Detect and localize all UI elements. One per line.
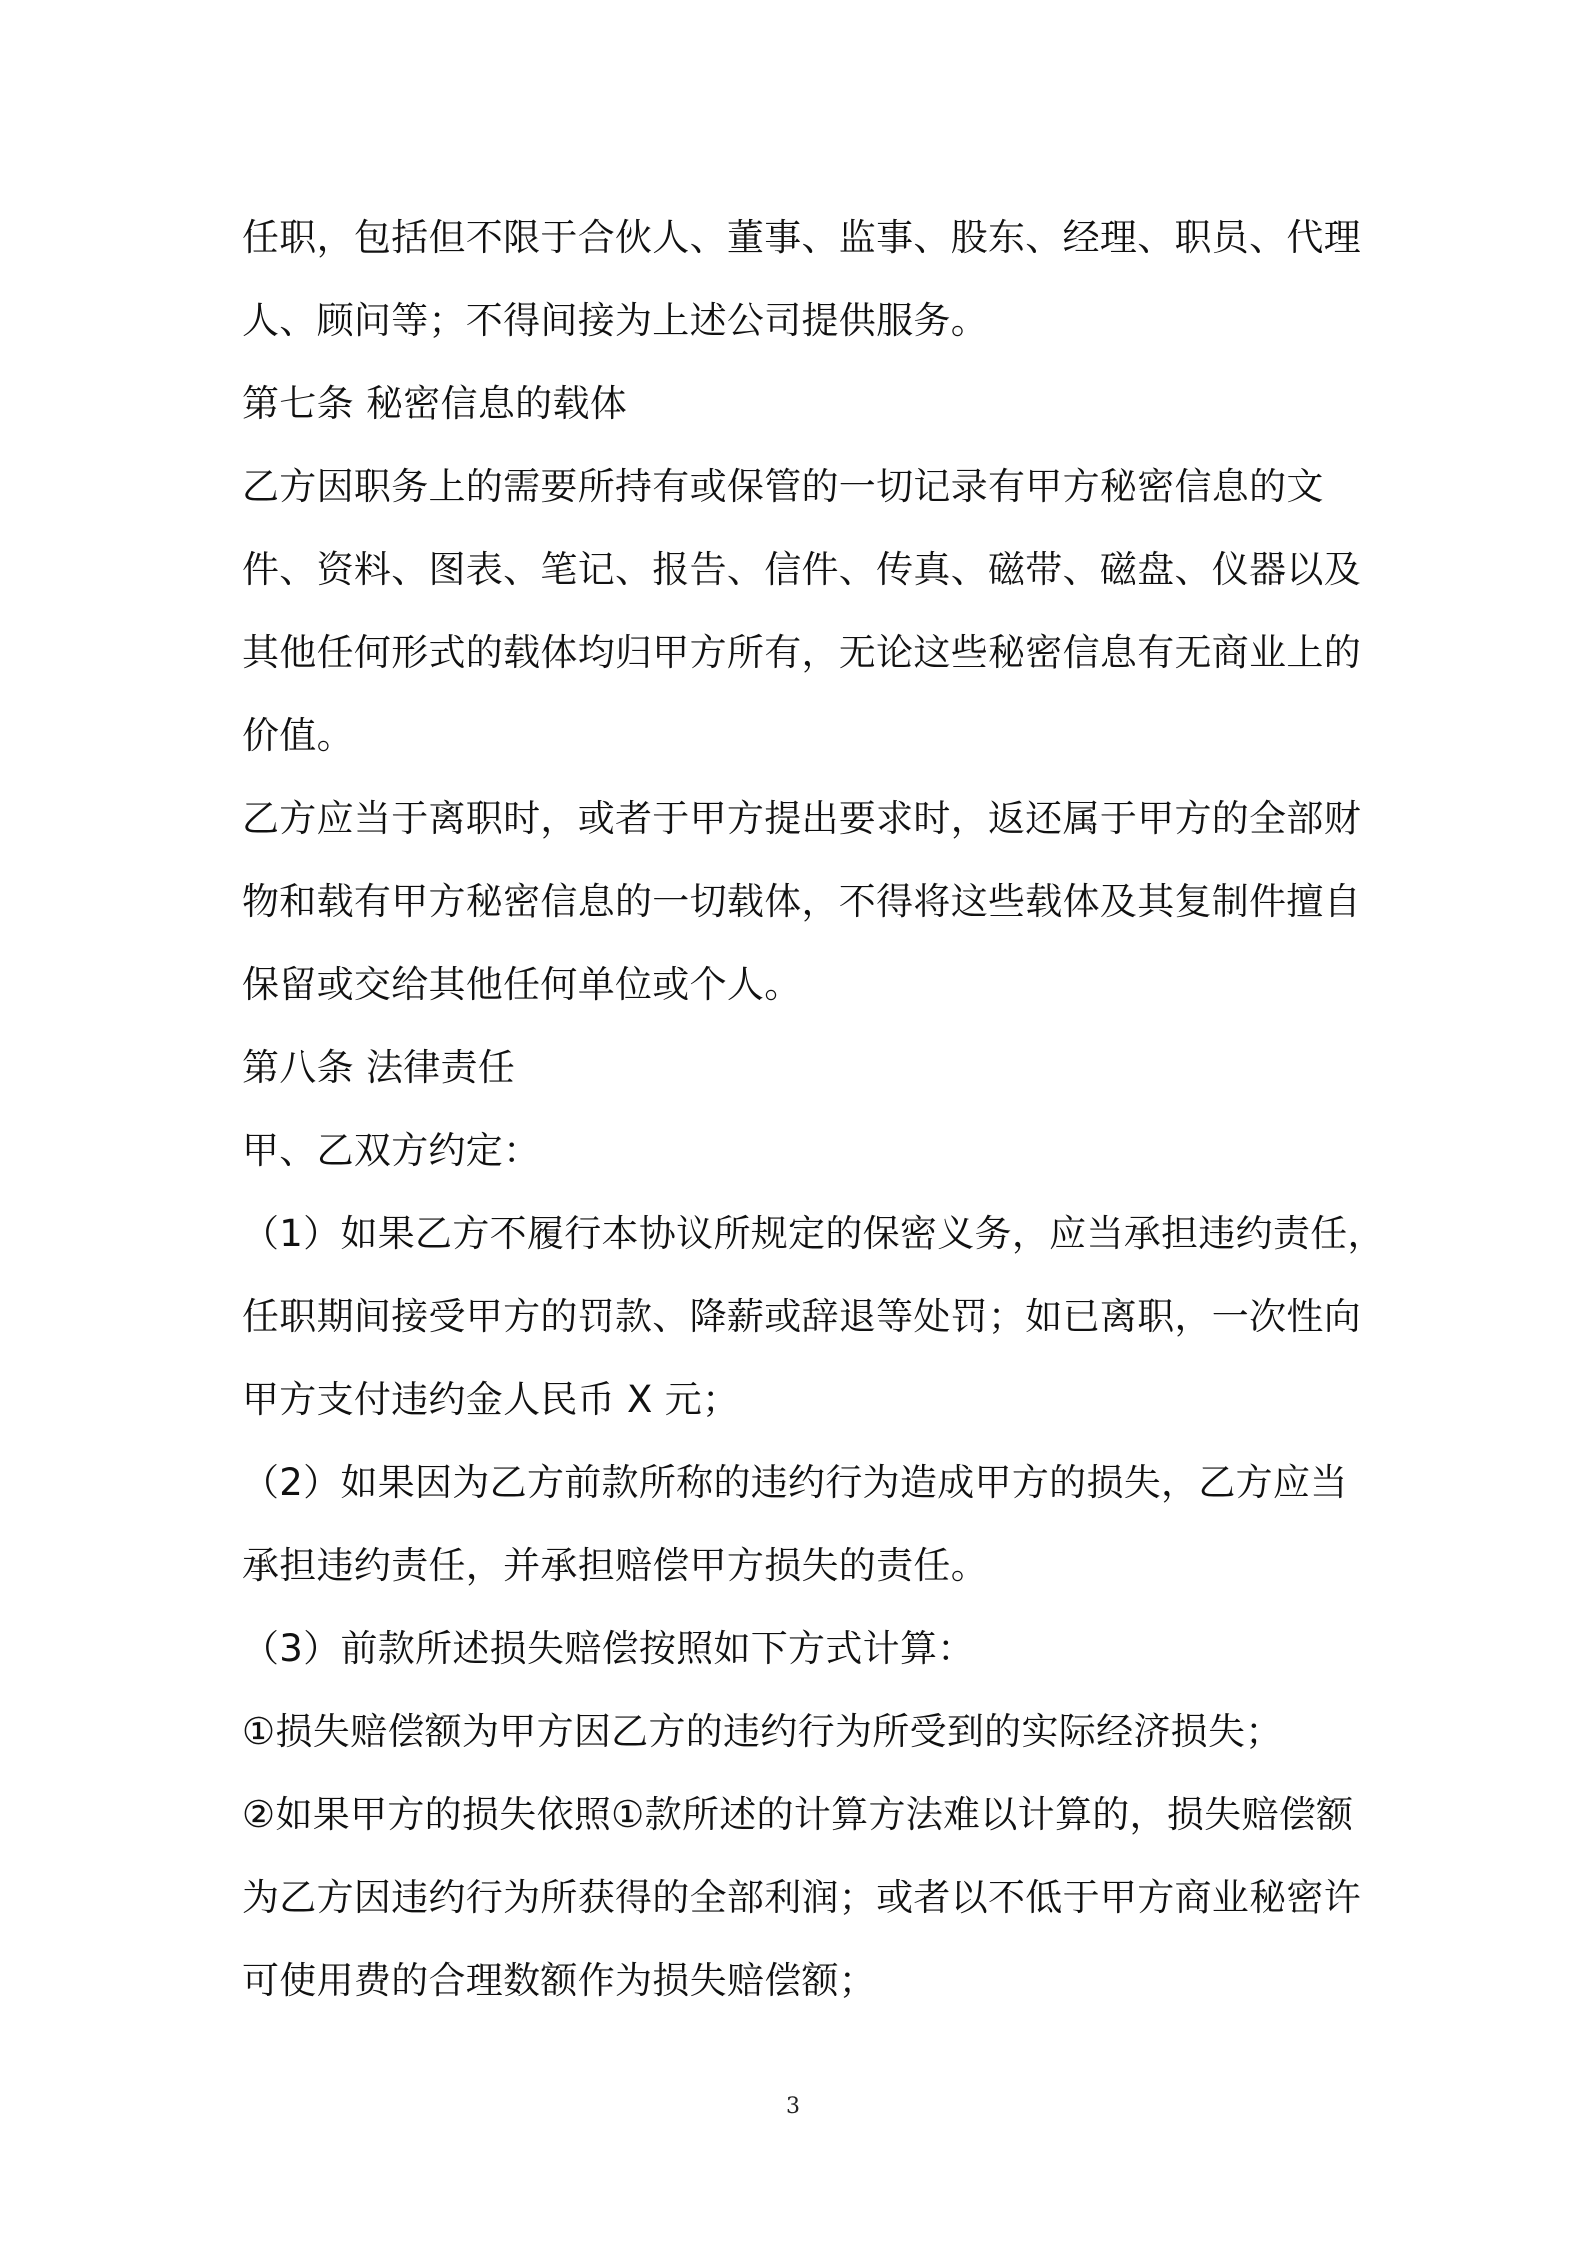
clause-line: （3）前款所述损失赔偿按照如下方式计算：: [242, 1627, 975, 1670]
text-line: 保留或交给其他任何单位或个人。: [242, 963, 802, 1006]
subclause-line: ②如果甲方的损失依照①款所述的计算方法难以计算的，损失赔偿额: [242, 1793, 1354, 1836]
clause-line: （2）如果因为乙方前款所称的违约行为造成甲方的损失，乙方应当: [242, 1461, 1348, 1504]
text-line: 乙方因职务上的需要所持有或保管的一切记录有甲方秘密信息的文: [242, 465, 1324, 508]
text-line: 甲方支付违约金人民币 X 元；: [242, 1378, 740, 1421]
text-line: 任职，包括但不限于合伙人、董事、监事、股东、经理、职员、代理: [242, 216, 1361, 259]
page-number: 3: [786, 2094, 800, 2119]
text-line: 承担违约责任，并承担赔偿甲方损失的责任。: [242, 1544, 988, 1587]
text-line: 任职期间接受甲方的罚款、降薪或辞退等处罚；如已离职，一次性向: [242, 1295, 1361, 1338]
subclause-line: ①损失赔偿额为甲方因乙方的违约行为所受到的实际经济损失；: [242, 1710, 1283, 1753]
text-line: 件、资料、图表、笔记、报告、信件、传真、磁带、磁盘、仪器以及: [242, 548, 1361, 591]
text-line: 其他任何形式的载体均归甲方所有，无论这些秘密信息有无商业上的: [242, 631, 1361, 674]
article-heading: 第八条 法律责任: [242, 1046, 516, 1089]
text-line: 为乙方因违约行为所获得的全部利润；或者以不低于甲方商业秘密许: [242, 1876, 1361, 1919]
text-line: 人、顾问等；不得间接为上述公司提供服务。: [242, 299, 988, 342]
document-body: [242, 196, 1385, 2022]
text-line: 甲、乙双方约定：: [242, 1129, 541, 1172]
text-line: 物和载有甲方秘密信息的一切载体，不得将这些载体及其复制件擅自: [242, 880, 1361, 923]
clause-line: （1）如果乙方不履行本协议所规定的保密义务，应当承担违约责任，: [242, 1212, 1385, 1255]
article-heading: 第七条 秘密信息的载体: [242, 382, 628, 425]
text-line: 价值。: [242, 714, 354, 757]
text-line: 可使用费的合理数额作为损失赔偿额；: [242, 1959, 877, 2002]
text-line: 乙方应当于离职时，或者于甲方提出要求时，返还属于甲方的全部财: [242, 797, 1361, 840]
